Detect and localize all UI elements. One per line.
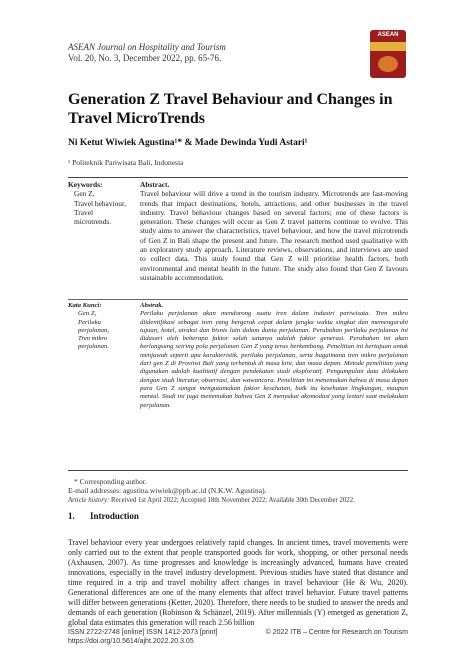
keyword: microtrends. — [74, 217, 112, 227]
journal-name: ASEAN Journal on Hospitality and Tourism — [68, 42, 226, 52]
abstract-column — [140, 302, 408, 410]
keyword: Gen Z, — [74, 189, 95, 199]
keyword: Travel — [74, 207, 94, 217]
article-authors: Ni Ketut Wiwiek Agustina¹* & Made Dewinda Yudi Astari¹ — [68, 138, 308, 148]
keywords-heading: Kata Kunci: — [68, 302, 102, 309]
journal-volume: Vol. 20, No. 3, December 2022, pp. 65-76. — [68, 53, 222, 63]
keyword: Tren mikro — [78, 335, 108, 343]
divider — [68, 299, 408, 300]
footnotes — [68, 477, 408, 505]
footer-doi[interactable]: https://doi.org/10.5614/ajht.2022.20.3.05 — [68, 638, 194, 645]
abstract-text: Travel behaviour will drive a trend in the tourism industry. Microtrends are fast-moving trends that impact destinations, hotels, attractions, and other businesses in the travel industry. Travel behaviour changes based on several factors; one of these factors is generation. These changes will occur as Gen Z travel patterns continue to evolve. This study aims to answer the characteristics, travel behaviour, and how the travel microtrends of Gen Z in Bali shape the present and future. The research method used qualitative with an exploratory study approach. Literature reviews, observations, and interviews are used to collect data. This study found that Gen Z will prioritise health factors, both environmental and mental health in the future. The study also found that Gen Z favours sustainable accommodation. — [140, 189, 408, 282]
keyword: Perilaku perjalanan, — [78, 318, 110, 334]
section-number: 1. — [68, 511, 75, 521]
body-paragraph: Travel behaviour every year undergoes relatively rapid changes. In ancient times, travel movements were only carried out to the extent that people transported goods for work, shopping, or other personal needs (Axhausen, 2007). As time progresses and knowledge is increasingly advanced, humans have created innovations, especially in the travel industry development. Previous studies have stated that distance and time required in a trip and travel mobility affect changes in travel behaviour (He & Wu, 2020). Generational differences are one of the many elements that affect travel behavior. Future travel patterns will differ between generations (Ketter, 2020). Therefore, there needs to be studied to answer the needs and demands of each generation (Robinson & Schänzel, 2019). After millennials (Y) emerged as generation Z, global data estimates this generation will reach 2.56 billion — [68, 538, 408, 627]
abstract-heading: Abstract. — [140, 180, 170, 189]
corresponding-author: * Corresponding author. — [74, 477, 147, 486]
article-history-text: Received 1st April 2022; Accepted 18th November 2022; Available 30th December 2022. — [111, 496, 355, 504]
keywords-heading: Keywords: — [68, 180, 103, 189]
abstract-text: Perilaku perjalanan akan mendorong suatu tren dalam industri pariwisata. Tren mikro diidentifikasi sebagai tren yang bergerak cepat dalam jangka waktu singkat dan memengaruhi tujuan, hotel, atraksi dan bisnis lain dalam dunia perjalanan. Perubahan perilaku perjalanan ini didasari oleh beberapa faktor salah satunya adalah faktor generasi. Perubahan ini akan berlangsung seiring pola perjalanan Gen Z yang terus berkembang. Penelitian ini bertujuan untuk menjawab seperti apa karakteristik, perilaku perjalanan, serta bagaimana tren mikro perjalanan dari gen Z di Provinsi Bali yang terbentuk di masa kini, dan masa depan. Metode penelitian yang digunakan adalah kualitatif dengan pendekatan studi eksploratif. Pengumpulan data dilakukan dengan studi literatur, observasi, dan wawancara. Penelitian ini menemukan bahwa di masa depan para Gen Z sangat mengutamakan faktor kesehatan, baik itu kesehatan lingkungan, maupun mental. Studi ini juga menemukan bahwa Gen Z menyukai akomodasi yang lestari saat melakukan perjalanan. — [140, 310, 408, 409]
footer-issn: ISSN 2722-2748 [online] ISSN 1412-2073 [print] — [68, 629, 218, 636]
divider — [68, 470, 408, 471]
keywords-column — [68, 180, 130, 226]
footer-left — [68, 628, 238, 646]
email-line: E-mail addresses: agustina.wiwiek@ppb.ac.id (N.K.W. Agustina). — [68, 486, 267, 496]
journal-header — [68, 42, 368, 64]
footer-copyright: © 2022 ITB – Centre for Research on Tourism — [265, 629, 408, 636]
keyword: perjalanan. — [78, 343, 110, 351]
divider — [68, 177, 408, 178]
article-history — [68, 496, 408, 505]
abstract-column — [140, 180, 408, 282]
keywords-column — [68, 302, 130, 352]
article-title: Generation Z Travel Behaviour and Changes in Travel MicroTrends — [68, 91, 393, 127]
keyword: Travel behaviour, — [74, 198, 126, 208]
abstract-heading: Abstrak. — [140, 302, 164, 309]
journal-logo-text: ASEAN — [377, 32, 399, 38]
journal-logo — [370, 30, 406, 78]
keyword: Gen Z, — [78, 310, 97, 318]
section-heading — [68, 511, 408, 521]
article-history-label: Article history: — [68, 496, 110, 504]
section-title: Introduction — [90, 511, 139, 521]
article-affiliation: ¹ Politeknik Pariwisata Bali, Indonesia — [68, 158, 184, 167]
